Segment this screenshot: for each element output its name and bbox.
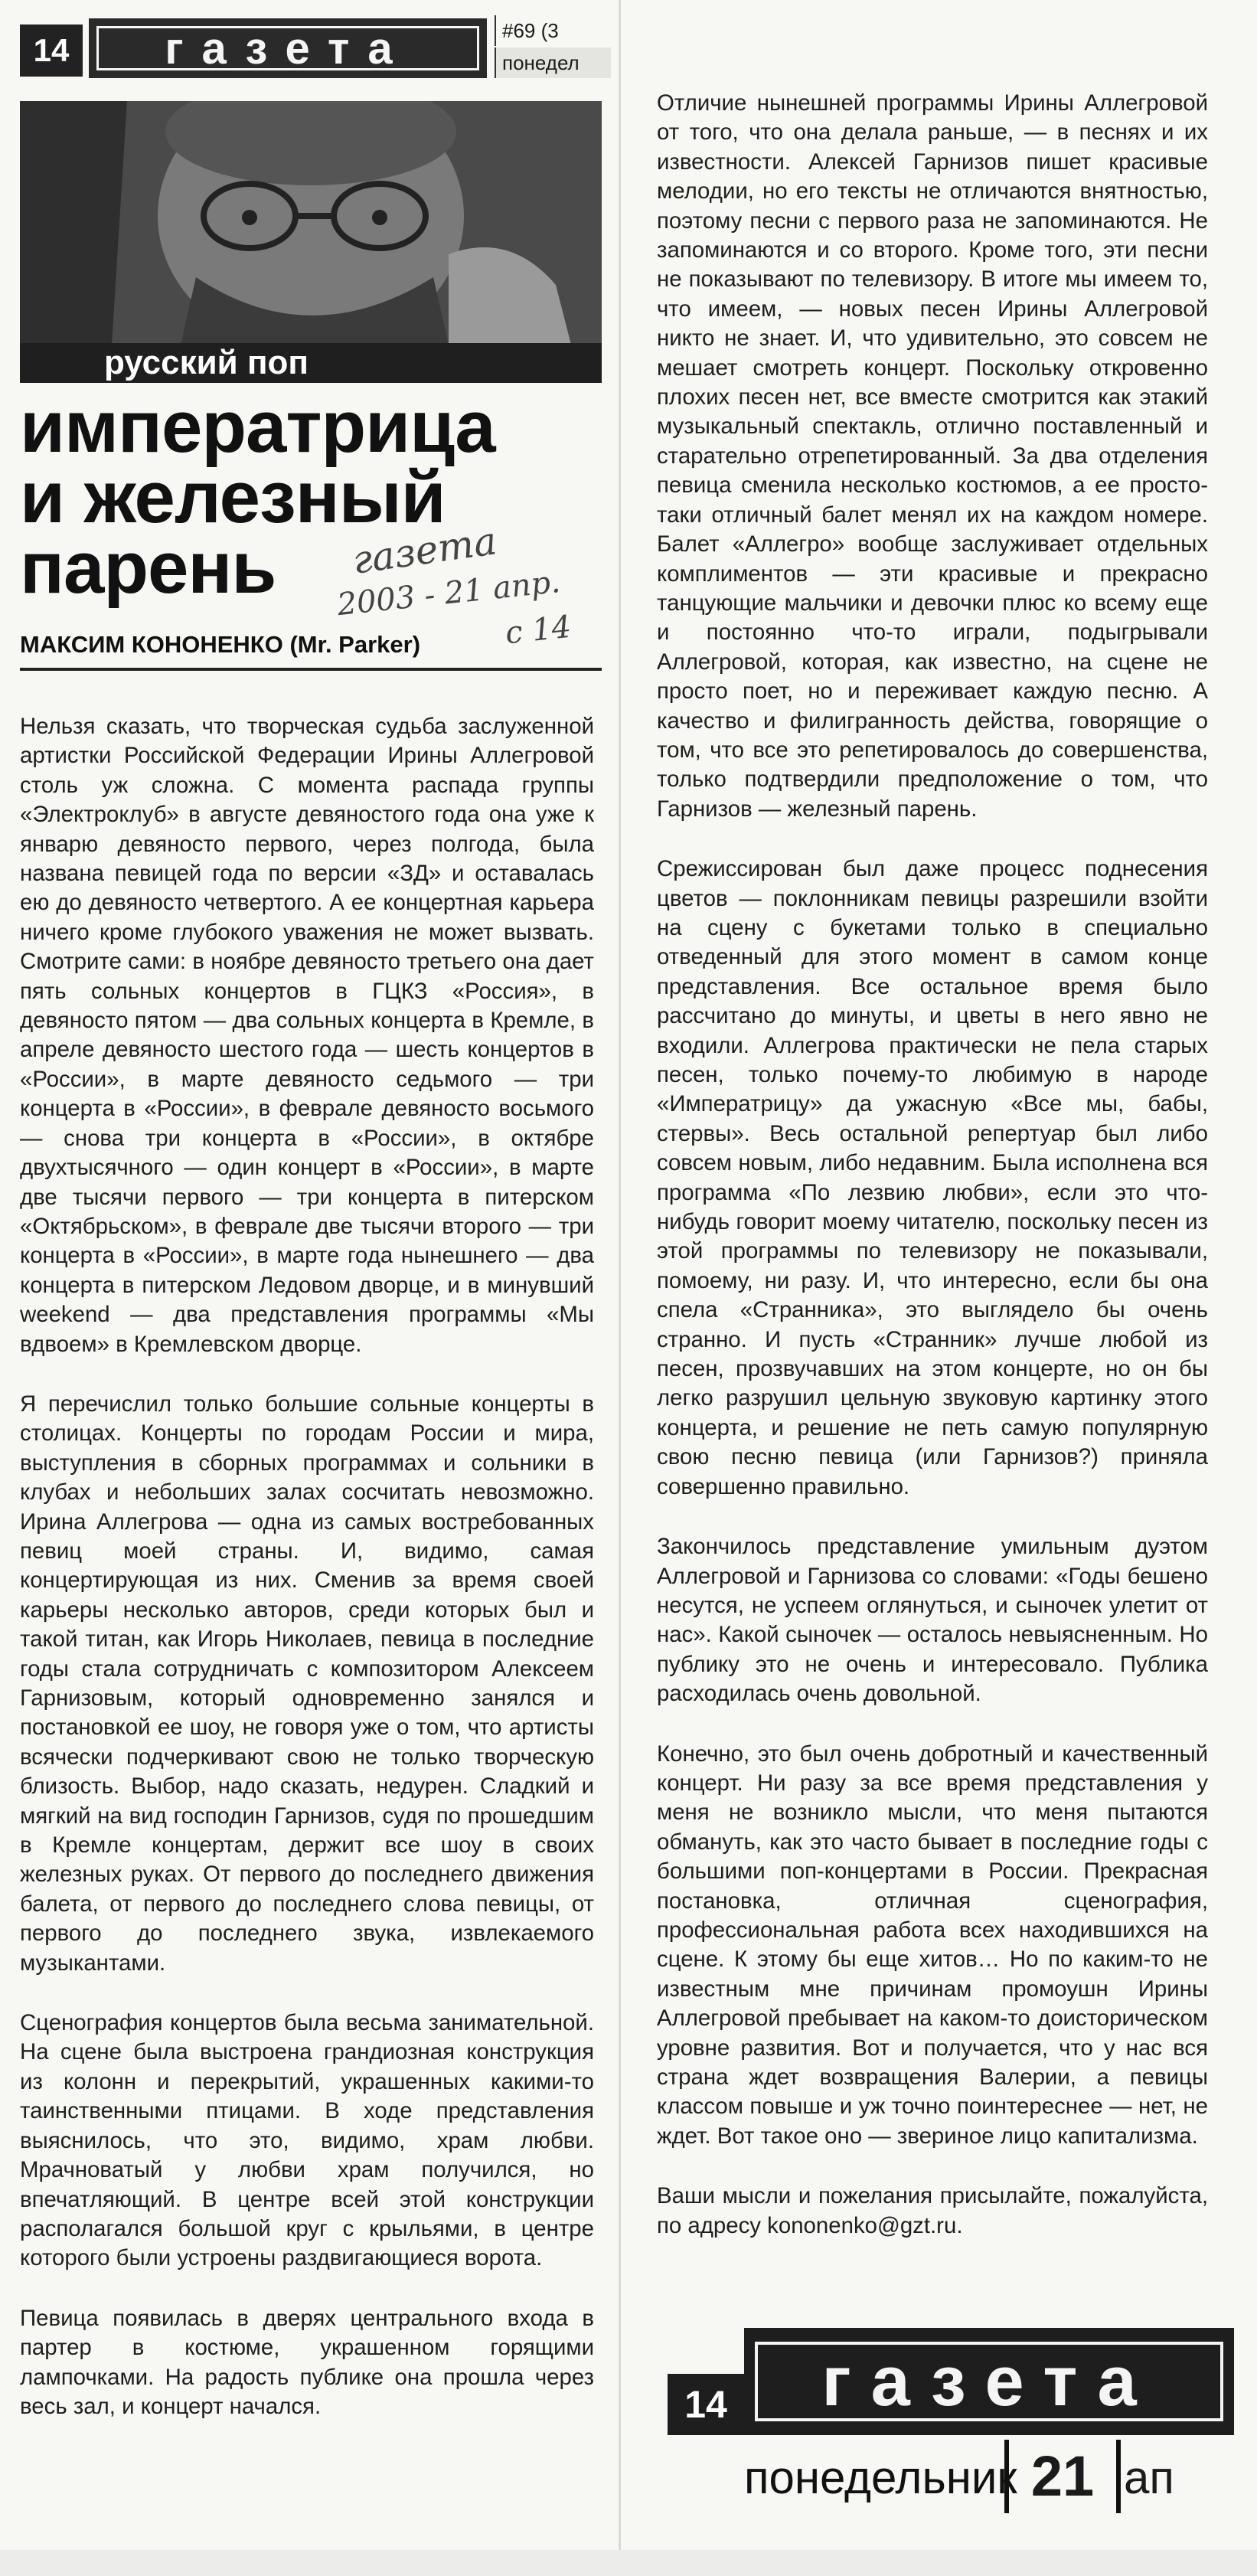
headline-line-3: парень xyxy=(20,527,276,609)
paragraph: Певица появилась в дверях центрального входа в партер в костюме, украшенном горящими лампочками. На радость публике она прошла через весь зал, и концерт начался. xyxy=(20,2305,594,2419)
handwritten-line-1: газета xyxy=(349,518,500,583)
divider xyxy=(20,668,602,671)
page-number: 14 xyxy=(20,25,83,77)
byline: МАКСИМ КОНОНЕНКО (Mr. Parker) xyxy=(20,631,421,658)
footer-masthead xyxy=(668,2313,1234,2545)
paragraph: Закончилось представление умильным дуэтом Аллегровой и Гарнизова со словами: «Годы бешено несутся, не успеем оглянуться, и сыночек улетит от нас». Какой сыночек — осталось невыясненным. Но публику это не очень и интересовало. Публика расходилась очень довольной. xyxy=(657,1534,1208,1707)
footer-month: ап xyxy=(1124,2452,1174,2503)
paragraph: Ваши мысли и пожелания присылайте, пожалуйста, по адресу kononenko@gzt.ru. xyxy=(657,2183,1208,2238)
top-masthead xyxy=(20,14,602,78)
headline-line-2: и железный xyxy=(20,456,446,538)
issue-number: #69 (3 xyxy=(495,15,611,46)
paragraph: Конечно, это был очень добротный и качественный концерт. Ни разу за все время представления у меня не возникло мысли, что меня пытаются обмануть, как это часто бывает в последние годы с большими поп-концертами в России. Прекрасная постановка, отличная сценография, профессиональная работа всех находившихся на сцене. К этому бы еще хитов… Но по каким-то не известным мне причинам промоушн Ирины Аллегровой пребывает на каком-то доисторическом уровне развития. Вот и получается, что у нас вся страна ждет возвращения Валерии, а певицы классом повыше и уж точно поинтереснее — нет, не ждет. Вот такое оно — звериное лицо капитализма. xyxy=(657,1741,1208,2149)
footer-weekday: понедельник xyxy=(744,2452,1017,2503)
handwritten-line-3: с 14 xyxy=(503,609,573,652)
footer-date: 21 xyxy=(1004,2440,1121,2513)
rubric-bar xyxy=(20,343,602,383)
weekday: понедел xyxy=(495,47,611,78)
paragraph: Нельзя сказать, что творческая судьба заслуженной артистки Российской Федерации Ирины Аллегровой столь уж сложна. С момента распада группы «Электроклуб» в августе девяностого года она уже к январю девяносто первого, через полгода, была названа певицей года по версии «ЗД» и оставалась ею до девяносто четвертого. А ее концертная карьера ничего кроме глубокого уважения не может вызвать. Смотрите сами: в ноябре девяносто третьего она дает пять сольных концертов в ГЦКЗ «Россия», в девяносто пятом — два сольных концерта в Кремле, в апреле девяносто шестого года — шесть концертов в «России», в марте девяносто седьмого — три концерта в «России», в феврале девяносто восьмого — снова три концерта в «России», в октябре двухтысячного — один концерт в «России», в марте две тысячи первого — три концерта в питерском «Октябрьском», в феврале две тысячи второго — три концерта в «России», в марте года нынешнего — два концерта в питерском Ледовом дворце, и в минувший weekend — два представления программы «Мы вдвоем» в Кремлевском дворце. xyxy=(20,714,594,1357)
newspaper-logo xyxy=(89,18,487,78)
footer-page-number: 14 xyxy=(668,2374,744,2435)
author-photo xyxy=(20,101,602,345)
footer-logo xyxy=(744,2328,1234,2435)
paragraph: Я перечислил только большие сольные концерты в столицах. Концерты по городам России и мира, выступления в сборных программах и сольники в клубах и небольших залах сосчитать невозможно. Ирина Аллегрова — одна из самых востребованных певиц моей страны. И, видимо, самая концертирующая из них. Сменив за время своей карьеры несколько авторов, среди которых был и такой титан, как Игорь Николаев, певица в последние годы стала сотрудничать с композитором Алексеем Гарнизовым, который одновременно занялся и постановкой ее шоу, не говоря уже о том, что артисты всячески подчеркивают свою не только творческую близость. Выбор, надо сказать, недурен. Сладкий и мягкий на вид господин Гарнизов, судя по прошедшим в Кремле концертам, держит все шоу в своих железных руках. От первого до последнего движения балета, от первого до последнего слова певицы, от первого до последнего звука, извлекаемого музыкантами. xyxy=(20,1391,594,1976)
right-column xyxy=(657,89,1208,2271)
left-column xyxy=(20,712,594,2452)
footer-logo-text: газета xyxy=(755,2342,1223,2421)
scan-edge xyxy=(0,2550,1257,2576)
handwritten-line-2: 2003 - 21 апр. xyxy=(335,564,562,623)
portrait-illustration xyxy=(20,101,602,345)
rubric-label: русский поп xyxy=(104,344,309,381)
logo-text: газета xyxy=(96,26,479,70)
paragraph: Отличие нынешней программы Ирины Аллегровой от того, что она делала раньше, — в песнях и их известности. Алексей Гарнизов пишет красивые мелодии, но его тексты не отличаются внятностью, поэтому песни с первого раза не запоминаются. Не запоминаются и со второго. Кроме того, эти песни не показывают по телевизору. В итоге мы имеем то, что имеем, — новых песен Ирины Аллегровой никто не знает. И, что удивительно, это совсем не мешает смотреть концерт. Поскольку откровенно плохих песен нет, все вместе смотрится как этакий музыкальный спектакль, отлично поставленный и старательно отрепетированный. За два отделения певица сменила несколько костюмов, а ее просто-таки отличный балет менял их на каждом номере. Балет «Аллегро» вообще заслуживает отдельных комплиментов — эти красивые и прекрасно танцующие мальчики и девочки плюс ко всему еще и постоянно что-то играли, подыгрывали Аллегровой, которая, как известно, на сцене не просто поет, но и переживает каждую песню. А качество и филигранность действа, говорящие о том, что все это репетировалось до совершенства, только подтвердили предположение о том, что Гарнизов — железный парень. xyxy=(657,90,1208,822)
headline-line-1: императрица xyxy=(20,386,495,468)
column-fold xyxy=(619,0,621,2576)
paragraph: Срежиссирован был даже процесс поднесения цветов — поклонникам певицы разрешили взойти на сцену с букетами только в специально отведенный для этого момент в самом конце представления. Все остальное время было рассчитано до минуты, и цветы в него явно не входили. Аллегрова практически не пела старых песен, только почему-то любимую в народе «Императрицу» да ужасную «Все мы, бабы, стервы». Весь остальной репертуар был либо совсем новым, либо недавним. Была исполнена вся программа «По лезвию любви», если это что-нибудь говорит моему читателю, поскольку песен из этой программы по телевизору не показывали, помоему, ни разу. И, что интересно, если бы она спела «Странника», это выглядело бы очень странно. И пусть «Странник» лучше любой из песен, прозвучавших на этом концерте, но он бы легко разрушил цельную звуковую картинку этого концерта, и решение не петь самую популярную свою песню певица (или Гарнизов?) приняла совершенно правильно. xyxy=(657,856,1208,1499)
paragraph: Сценография концертов была весьма занимательной. На сцене была выстроена грандиозная конструкция из колонн и перекрытий, украшенных какими-то таинственными птицами. В ходе представления выяснилось, что это, видимо, храм любви. Мрачноватый у любви храм получился, но впечатляющий. В центре всей этой конструкции располагался большой круг с крыльями, в центре которого были устроены раздвигающиеся ворота. xyxy=(20,2010,594,2271)
